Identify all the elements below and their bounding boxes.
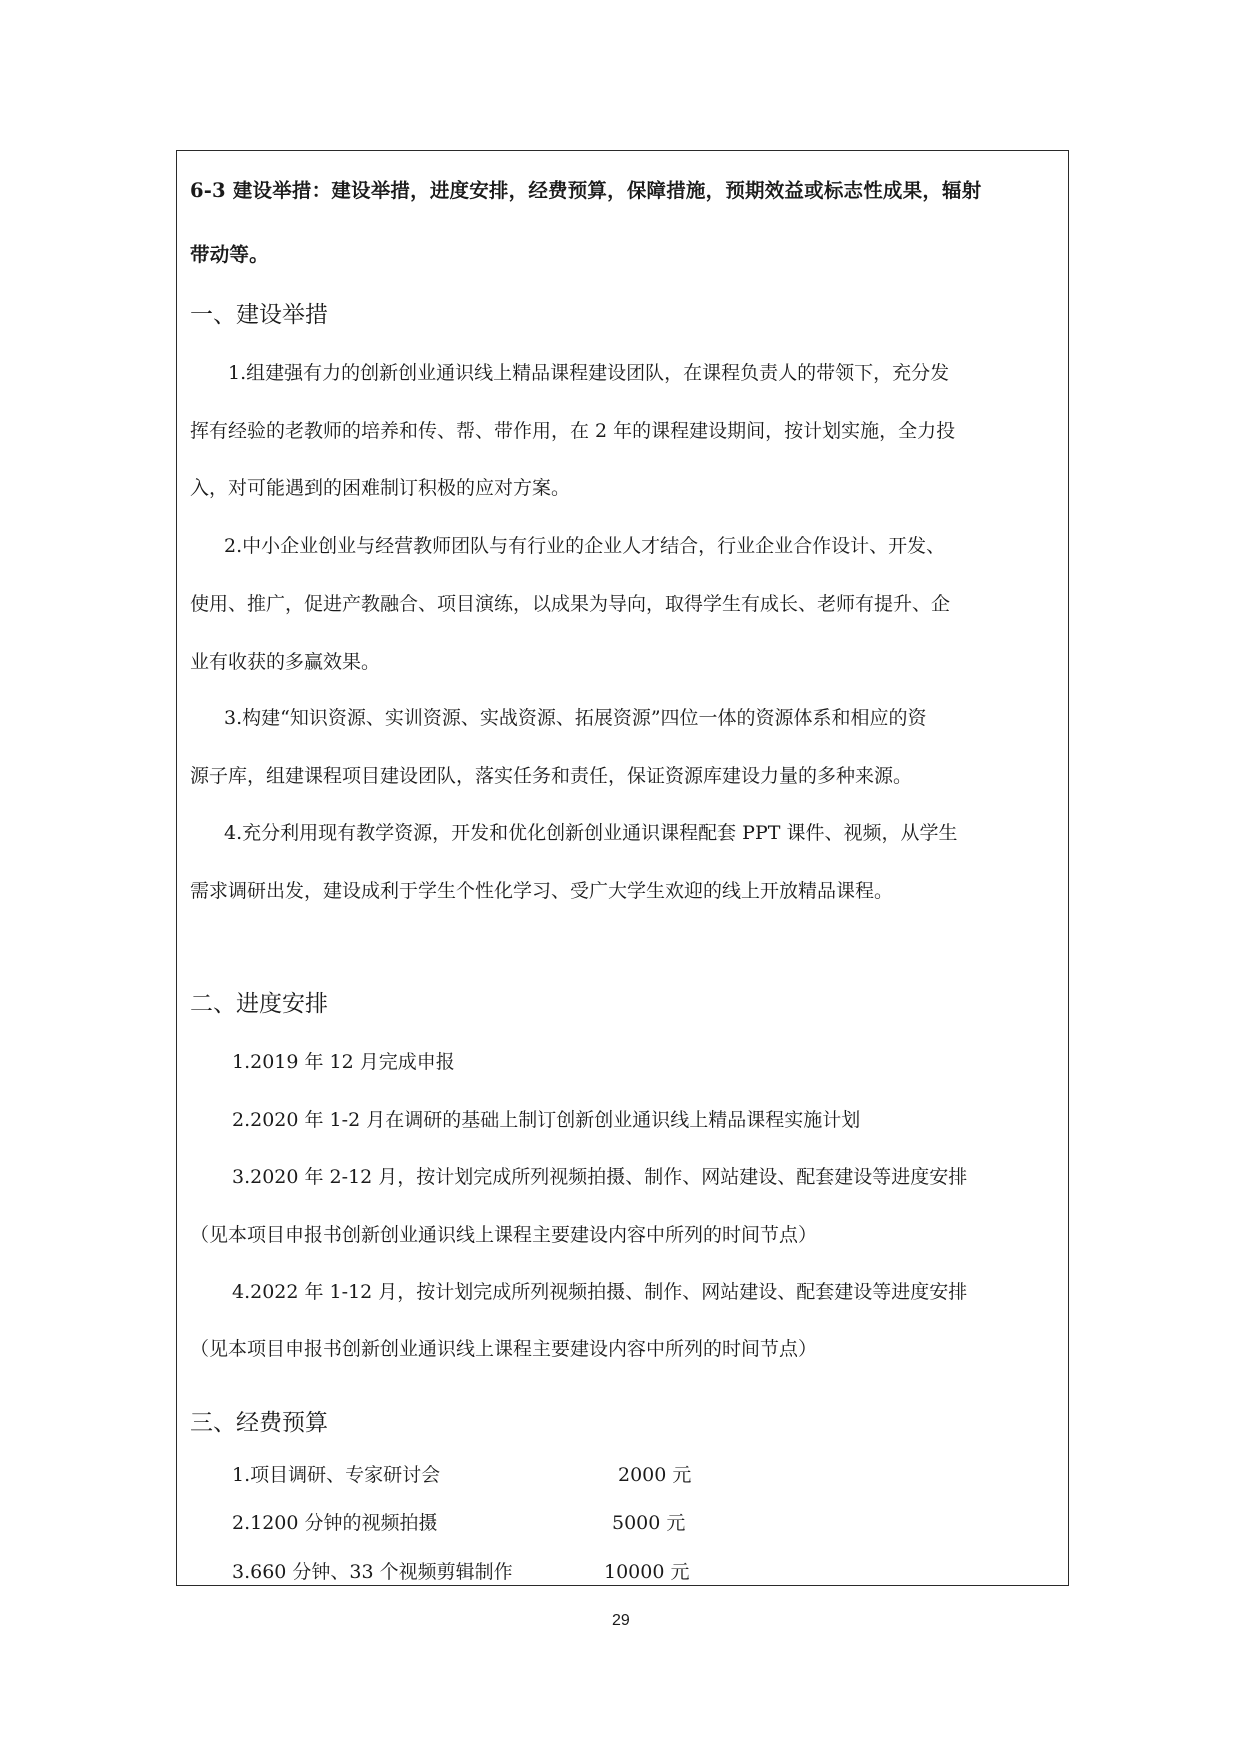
budget-row-2-amount: 5000 元 [612, 1512, 686, 1534]
schedule-item-3: 3.2020 年 2-12 月，按计划完成所列视频拍摄、制作、网站建设、配套建设等进度安排 [232, 1166, 968, 1188]
intro-heading-line1: 6-3 建设举措：建设举措，进度安排，经费预算，保障措施，预期效益或标志性成果，辐射 [190, 179, 982, 202]
section2-title: 二、进度安排 [190, 991, 328, 1017]
section3-title: 三、经费预算 [190, 1410, 328, 1436]
budget-row-1-label: 1.项目调研、专家研讨会 [232, 1464, 441, 1486]
budget-row-1-amount: 2000 元 [618, 1464, 692, 1486]
schedule-item-1: 1.2019 年 12 月完成申报 [232, 1051, 455, 1073]
section1-p4-line1: 4.充分利用现有教学资源，开发和优化创新创业通识课程配套 PPT 课件、视频，从学生 [224, 822, 958, 844]
section1-p1-line3: 入，对可能遇到的困难制订积极的应对方案。 [190, 477, 571, 499]
budget-row-2-label: 2.1200 分钟的视频拍摄 [232, 1512, 438, 1534]
intro-heading-line2: 带动等。 [190, 243, 269, 266]
section1-p1-line1: 1.组建强有力的创新创业通识线上精品课程建设团队，在课程负责人的带领下，充分发 [228, 362, 950, 384]
budget-row-3-amount: 10000 元 [604, 1561, 690, 1583]
section1-p2-line1: 2.中小企业创业与经营教师团队与有行业的企业人才结合，行业企业合作设计、开发、 [224, 535, 946, 557]
section1-p3-line2: 源子库，组建课程项目建设团队，落实任务和责任，保证资源库建设力量的多种来源。 [190, 765, 913, 787]
budget-row-3-label: 3.660 分钟、33 个视频剪辑制作 [232, 1561, 513, 1583]
section1-title: 一、建设举措 [190, 302, 328, 328]
section1-p4-line2: 需求调研出发，建设成利于学生个性化学习、受广大学生欢迎的线上开放精品课程。 [190, 880, 894, 902]
page-number: 29 [612, 1612, 630, 1629]
schedule-item-4-note: （见本项目申报书创新创业通识线上课程主要建设内容中所列的时间节点） [190, 1338, 818, 1360]
schedule-item-2: 2.2020 年 1-2 月在调研的基础上制订创新创业通识线上精品课程实施计划 [232, 1109, 861, 1131]
section1-p3-line1: 3.构建“知识资源、实训资源、实战资源、拓展资源”四位一体的资源体系和相应的资 [224, 707, 927, 729]
schedule-item-4: 4.2022 年 1-12 月，按计划完成所列视频拍摄、制作、网站建设、配套建设等进度安排 [232, 1281, 968, 1303]
schedule-item-3-note: （见本项目申报书创新创业通识线上课程主要建设内容中所列的时间节点） [190, 1224, 818, 1246]
section1-p2-line3: 业有收获的多赢效果。 [190, 651, 381, 673]
section1-p2-line2: 使用、推广，促进产教融合、项目演练，以成果为导向，取得学生有成长、老师有提升、企 [190, 593, 951, 615]
section1-p1-line2: 挥有经验的老教师的培养和传、帮、带作用，在 2 年的课程建设期间，按计划实施，全力投 [190, 420, 956, 442]
